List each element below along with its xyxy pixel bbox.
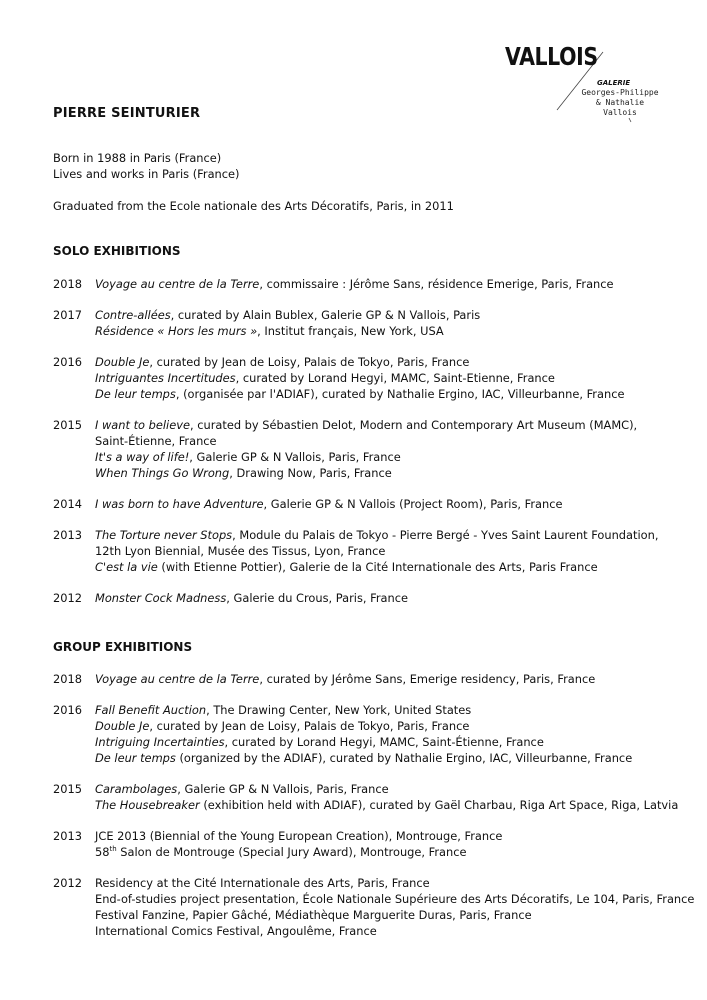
exhibition-entry	[53, 354, 673, 402]
exhibition-title: The Housebreaker	[95, 798, 200, 812]
exhibition-line	[95, 307, 673, 323]
bio-line: Lives and works in Paris (France)	[53, 167, 240, 181]
logo-name-line: & Nathalie	[595, 98, 645, 107]
exhibition-entry	[53, 417, 673, 481]
exhibition-entry	[53, 671, 673, 687]
ordinal-suffix: th	[109, 845, 117, 854]
exhibition-line	[95, 750, 673, 766]
exhibition-line	[95, 907, 694, 923]
exhibition-line	[95, 543, 673, 559]
exhibition-title: Fall Benefit Auction	[95, 703, 207, 717]
exhibition-line	[95, 590, 673, 606]
exhibition-line	[95, 781, 678, 797]
exhibition-details: , The Drawing Center, New York, United States	[206, 703, 472, 717]
exhibition-year: 2018	[53, 277, 82, 291]
group-exhibitions-heading: GROUP EXHIBITIONS	[53, 640, 193, 654]
exhibition-entry	[53, 702, 673, 766]
exhibition-entry	[53, 276, 673, 292]
exhibition-details: , Galerie GP & N Vallois, Paris, France	[177, 782, 389, 796]
exhibition-year: 2013	[53, 528, 82, 542]
exhibition-year: 2012	[53, 876, 82, 890]
exhibition-details: JCE 2013 (Biennial of the Young European Creation), Montrouge, France	[95, 829, 503, 843]
exhibition-year: 2014	[53, 497, 82, 511]
exhibition-title: De leur temps	[95, 751, 176, 765]
exhibition-line	[95, 323, 673, 339]
exhibition-entry	[53, 590, 673, 606]
exhibition-year: 2015	[53, 418, 82, 432]
exhibition-title: Résidence « Hors les murs »	[95, 324, 258, 338]
exhibition-entry	[53, 875, 695, 939]
logo-owner-names	[575, 88, 665, 118]
exhibition-details: (exhibition held with ADIAF), curated by Gaël Charbau, Riga Art Space, Riga, Latvia	[199, 798, 679, 812]
exhibition-line	[95, 386, 673, 402]
exhibition-year: 2012	[53, 591, 82, 605]
exhibition-line	[95, 844, 673, 860]
exhibition-details: , curated by Sébastien Delot, Modern and Contemporary Art Museum (MAMC),	[189, 418, 638, 432]
exhibition-line	[95, 370, 673, 386]
exhibition-number: 58	[95, 845, 110, 859]
exhibition-title: Voyage au centre de la Terre	[95, 672, 260, 686]
bio-line: Born in 1988 in Paris (France)	[53, 151, 222, 165]
exhibition-entry	[53, 496, 673, 512]
exhibition-line	[95, 923, 694, 939]
logo-name-line: Georges-Philippe	[581, 88, 659, 97]
exhibition-line	[95, 718, 673, 734]
exhibition-entry	[53, 781, 679, 813]
exhibition-details: (organized by the ADIAF), curated by Nathalie Ergino, IAC, Villeurbanne, France	[175, 751, 633, 765]
exhibition-title: I want to believe	[95, 418, 190, 432]
exhibition-title: Intriguing Incertainties	[95, 735, 225, 749]
exhibition-title: Double Je	[95, 355, 150, 369]
exhibition-title: It's a way of life!	[95, 450, 190, 464]
exhibition-details: , Drawing Now, Paris, France	[229, 466, 392, 480]
exhibition-details: Festival Fanzine, Papier Gâché, Médiathèque Marguerite Duras, Paris, France	[95, 908, 532, 922]
exhibition-title: Voyage au centre de la Terre	[95, 277, 260, 291]
artist-name: PIERRE SEINTURIER	[53, 106, 201, 121]
exhibition-details: International Comics Festival, Angoulême, France	[95, 924, 377, 938]
exhibition-details: (with Etienne Pottier), Galerie de la Cité Internationale des Arts, Paris France	[157, 560, 598, 574]
exhibition-title: Carambolages	[95, 782, 178, 796]
exhibition-details: , curated by Lorand Hegyi, MAMC, Saint-Étienne, France	[224, 735, 544, 749]
exhibition-details: , commissaire : Jérôme Sans, résidence Emerige, Paris, France	[259, 277, 614, 291]
exhibition-title: Contre-allées	[95, 308, 171, 322]
exhibition-details: , Galerie GP & N Vallois, Paris, France	[189, 450, 401, 464]
logo-wordmark: VALLOIS	[505, 42, 598, 71]
exhibition-details: , curated by Lorand Hegyi, MAMC, Saint-Etienne, France	[235, 371, 555, 385]
exhibition-entry	[53, 527, 673, 575]
logo-name-line: Vallois	[603, 108, 637, 117]
exhibition-line	[95, 797, 678, 813]
exhibition-year: 2017	[53, 308, 82, 322]
logo-galerie-label: GALERIE	[597, 79, 631, 87]
exhibition-entry	[53, 828, 673, 860]
exhibition-title: The Torture never Stops	[95, 528, 233, 542]
exhibition-year: 2016	[53, 703, 82, 717]
exhibition-line	[95, 559, 673, 575]
exhibition-details: , curated by Jean de Loisy, Palais de Tokyo, Paris, France	[149, 719, 470, 733]
exhibition-line	[95, 433, 673, 449]
exhibition-year: 2013	[53, 829, 82, 843]
exhibition-details: , Institut français, New York, USA	[257, 324, 444, 338]
exhibition-details: , Galerie GP & N Vallois (Project Room), Paris, France	[263, 497, 563, 511]
exhibition-line	[95, 527, 673, 543]
exhibition-line	[95, 875, 694, 891]
exhibition-title: I was born to have Adventure	[95, 497, 264, 511]
exhibition-line	[95, 891, 694, 907]
exhibition-title: De leur temps	[95, 387, 176, 401]
solo-exhibitions-list	[53, 276, 673, 621]
exhibition-details: , curated by Jean de Loisy, Palais de Tokyo, Paris, France	[149, 355, 470, 369]
exhibition-details: Salon de Montrouge (Special Jury Award), Montrouge, France	[116, 845, 467, 859]
exhibition-year: 2016	[53, 355, 82, 369]
exhibition-line	[95, 671, 673, 687]
solo-exhibitions-heading: SOLO EXHIBITIONS	[53, 244, 181, 258]
exhibition-line	[95, 449, 673, 465]
bio-line: Graduated from the Ecole nationale des Arts Décoratifs, Paris, in 2011	[53, 199, 454, 213]
exhibition-title: When Things Go Wrong	[95, 466, 230, 480]
exhibition-title: Monster Cock Madness	[95, 591, 227, 605]
exhibition-details: Residency at the Cité Internationale des Arts, Paris, France	[95, 876, 430, 890]
gallery-logo	[505, 42, 659, 132]
exhibition-details: , curated by Alain Bublex, Galerie GP & N Vallois, Paris	[170, 308, 481, 322]
exhibition-details: Saint-Étienne, France	[95, 434, 217, 448]
exhibition-line	[95, 276, 673, 292]
exhibition-title: Intriguantes Incertitudes	[95, 371, 236, 385]
exhibition-entry	[53, 307, 673, 339]
exhibition-year: 2015	[53, 782, 82, 796]
exhibition-details: , curated by Jérôme Sans, Emerige residency, Paris, France	[259, 672, 596, 686]
exhibition-details: , (organisée par l'ADIAF), curated by Nathalie Ergino, IAC, Villeurbanne, France	[175, 387, 625, 401]
exhibition-details: , Galerie du Crous, Paris, France	[226, 591, 409, 605]
exhibition-details: , Module du Palais de Tokyo - Pierre Bergé - Yves Saint Laurent Foundation,	[232, 528, 659, 542]
exhibition-details: End-of-studies project presentation, École Nationale Supérieure des Arts Décoratifs, Le 104, Paris, France	[95, 892, 695, 906]
exhibition-line	[95, 354, 673, 370]
exhibition-line	[95, 734, 673, 750]
exhibition-line	[95, 496, 673, 512]
artist-bio	[53, 150, 454, 214]
exhibition-details: 12th Lyon Biennial, Musée des Tissus, Lyon, France	[95, 544, 386, 558]
group-exhibitions-list	[53, 671, 695, 954]
exhibition-title: Double Je	[95, 719, 150, 733]
exhibition-year: 2018	[53, 672, 82, 686]
exhibition-line	[95, 702, 673, 718]
exhibition-line	[95, 465, 673, 481]
exhibition-line	[95, 828, 673, 844]
exhibition-title: C'est la vie	[95, 560, 158, 574]
exhibition-line	[95, 417, 673, 433]
